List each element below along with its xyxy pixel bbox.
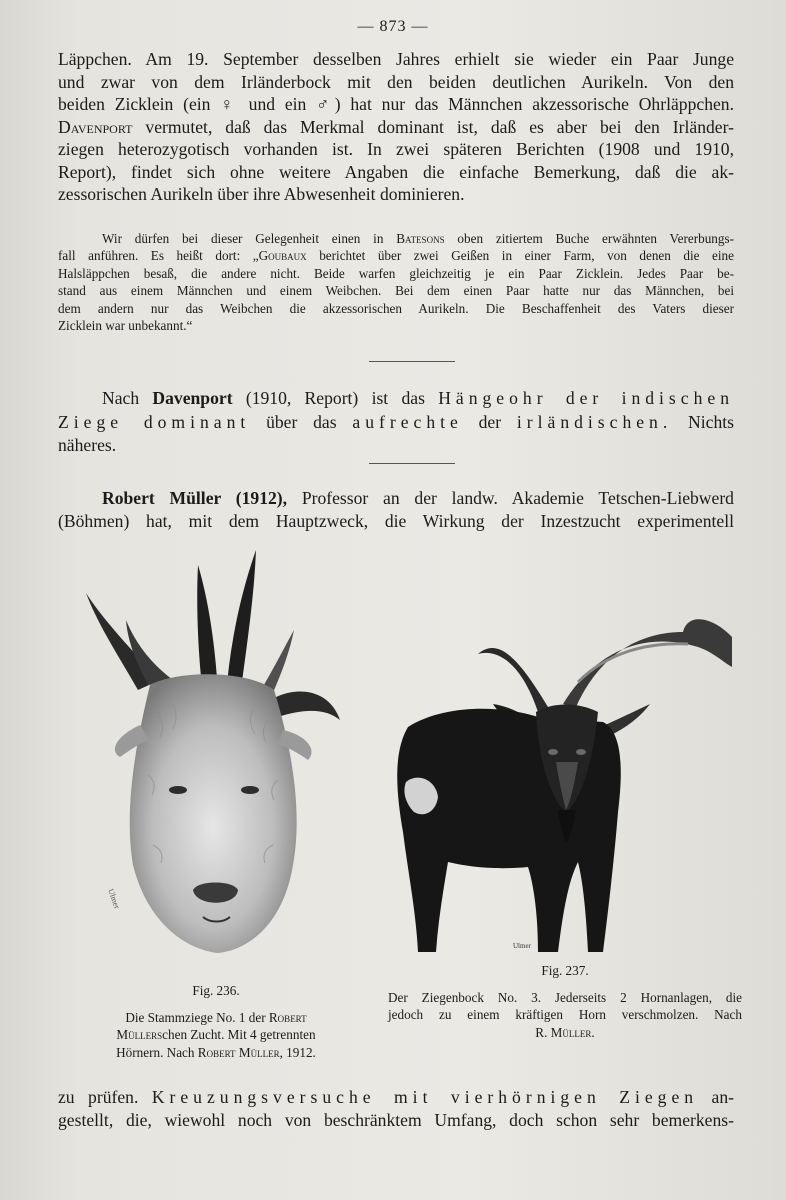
text-line: fall anführen. Es heißt dort: „Goubaux berichtet über zwei Geißen in einer Farm, von denen die eine — [58, 248, 734, 264]
caption-fig-237 — [388, 962, 742, 1041]
caption-line: R. Müller. — [535, 1024, 595, 1040]
eye-right — [241, 786, 259, 794]
text-line: Report), findet sich ohne weitere Angaben die einfache Bemerkung, daß die ak- — [58, 161, 734, 182]
figure-label: Fig. 237. — [541, 963, 589, 978]
caption-line: Müllerschen Zucht. Mit 4 getrennten — [116, 1027, 316, 1042]
text-line: Ziege dominant über das aufrechte der irländischen. Nichts — [58, 411, 734, 432]
text-line: und zwar von dem Irländerbock mit den beiden deutlichen Aurikeln. Von den — [58, 71, 734, 92]
text-line: Robert Müller (1912), Professor an der landw. Akademie Tetschen-Liebwerd — [102, 488, 734, 508]
paragraph-ohrlaeppchen — [58, 48, 734, 206]
goat-head-illustration — [78, 545, 350, 965]
caption-line: Die Stammziege No. 1 der Robert — [125, 1009, 307, 1025]
caption-fig-236 — [70, 982, 362, 1061]
goat-face — [130, 674, 297, 953]
horn-right — [563, 619, 732, 707]
figure-236-goat-head — [78, 545, 350, 965]
text-line: zu prüfen. Kreuzungsversuche mit vierhörnigen Ziegen an- — [58, 1087, 735, 1107]
horn-center-right — [226, 550, 256, 697]
figure-label: Fig. 236. — [192, 983, 240, 998]
text-line: dem andern nur das Weibchen die akzessorischen Aurikeln. Die Beschaffenheit des Vaters dieser — [58, 300, 734, 316]
small-print-paragraph — [58, 230, 734, 334]
paragraph-haengeohr — [58, 387, 734, 458]
text-line: Halsläppchen besaß, die andere nicht. Beide warfen gleichzeitig je ein Paar Zicklein. Jedes Paar be- — [58, 265, 734, 281]
section-divider — [369, 361, 455, 362]
text-line: beiden Zicklein (ein ♀ und ein ♂) hat nur das Männchen akzessorische Ohrläppchen. — [58, 94, 734, 114]
paragraph-mueller — [58, 487, 734, 532]
text-line: stand aus einem Männchen und einem Weibchen. Bei dem einen Paar hatte nur das Männchen, bei — [58, 283, 734, 299]
text-line: Läppchen. Am 19. September desselben Jahres erhielt sie wieder ein Paar Junge — [58, 49, 734, 69]
paragraph-kreuzungsversuche — [58, 1086, 734, 1131]
text-line: näheres. — [58, 435, 117, 455]
author-name: Davenport — [58, 116, 133, 137]
caption-line: Hörnern. Nach Robert Müller, 1912. — [116, 1044, 316, 1060]
eye-right — [576, 749, 586, 755]
eye-left — [169, 786, 187, 794]
text-line: Wir dürfen bei dieser Gelegenheit einen in Batesons oben zitiertem Buche erwähnten Vererbungs- — [102, 231, 734, 246]
text-line: Zicklein war unbekannt.“ — [58, 318, 193, 334]
text-line: zessorischen Aurikeln über ihre Abwesenheit dominieren. — [58, 184, 465, 204]
text-line: ziegen heterozygotisch vorhanden ist. In zwei späteren Berichten (1908 und 1910, — [58, 139, 734, 159]
section-divider — [369, 463, 455, 464]
caption-line: jedoch zu einem kräftigen Horn verschmolzen. Nach — [388, 1007, 742, 1022]
caption-line: Der Ziegenbock No. 3. Jederseits 2 Hornanlagen, die — [388, 989, 742, 1005]
text-line: Davenport vermutet, daß das Merkmal dominant ist, daß es aber bei den Irländer- — [58, 116, 734, 137]
figure-237-goat-buck — [388, 612, 736, 962]
text-line: (Böhmen) hat, mit dem Hauptzweck, die Wirkung der Inzestzucht experimentell — [58, 510, 734, 531]
goat-buck-illustration — [388, 612, 736, 962]
svg-text:Ulmer: Ulmer — [513, 942, 531, 950]
text-line: Nach Davenport (1910, Report) ist das Hängeohr der indischen — [102, 388, 734, 408]
text-line: gestellt, die, wiewohl noch von beschränktem Umfang, doch schon sehr bemerkens- — [58, 1109, 734, 1130]
svg-text:Ulmer: Ulmer — [106, 887, 122, 910]
page-number: — 873 — — [357, 18, 429, 35]
eye-left — [548, 749, 558, 755]
horn-left — [478, 648, 548, 712]
